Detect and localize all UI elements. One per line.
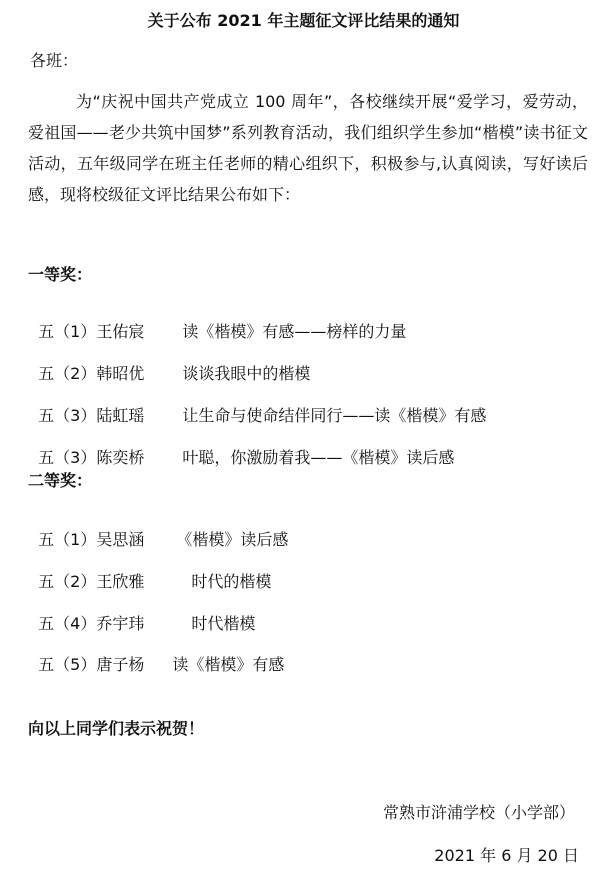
award-student: 乔宇玮 <box>96 614 145 633</box>
second-prize-heading: 二等奖： <box>28 471 93 490</box>
issuer-school: 常熟市浒浦学校（小学部） <box>382 803 575 822</box>
award-entry <box>28 592 255 634</box>
award-class: 五（1） <box>38 322 97 341</box>
award-work-title: 时代楷模 <box>191 614 256 633</box>
award-work-title: 让生命与使命结伴同行——读《楷模》有感 <box>182 406 487 425</box>
intro-paragraph: 为“庆祝中国共产党成立 100 周年”，各校继续开展“爱学习，爱劳动，爱祖国——老少共筑中国梦”系列教育活动，我们组织学生参加“楷模”读书征文活动，五年级同学在班主任老师的精心组织下，积极参与,认真阅读，写好读后感，现将校级征文评比结果公布如下： <box>28 92 588 204</box>
award-work-title: 《楷模》读后感 <box>176 530 289 549</box>
award-work-title: 谈谈我眼中的楷模 <box>182 364 311 383</box>
award-student: 韩昭优 <box>96 364 145 383</box>
award-student: 陈奕桥 <box>96 448 145 467</box>
award-student: 陆虹瑶 <box>96 406 145 425</box>
greeting: 各班： <box>30 51 79 70</box>
issue-date: 2021 年 6 月 20 日 <box>434 846 579 865</box>
award-student: 王欣雅 <box>96 572 145 591</box>
award-entry <box>28 633 284 675</box>
award-class: 五（2） <box>38 364 97 383</box>
award-entry <box>28 342 310 384</box>
award-class: 五（3） <box>38 448 97 467</box>
award-student: 王佑宸 <box>96 322 145 341</box>
award-work-title: 读《楷模》有感——榜样的力量 <box>182 322 407 341</box>
award-entry <box>28 426 454 468</box>
award-entry <box>28 384 486 426</box>
award-entry <box>28 508 288 550</box>
award-student: 唐子杨 <box>96 655 145 674</box>
award-entry <box>28 550 271 592</box>
award-class: 五（1） <box>38 530 97 549</box>
closing-congratulations: 向以上同学们表示祝贺！ <box>28 719 205 738</box>
award-class: 五（3） <box>38 406 97 425</box>
award-entry <box>28 300 406 342</box>
award-work-title: 时代的楷模 <box>191 572 272 591</box>
document-title: 关于公布 2021 年主题征文评比结果的通知 <box>147 11 460 30</box>
first-prize-heading: 一等奖： <box>28 265 93 284</box>
award-class: 五（5） <box>38 655 97 674</box>
award-class: 五（2） <box>38 572 97 591</box>
award-work-title: 叶聪，你激励着我——《楷模》读后感 <box>182 448 455 467</box>
award-student: 吴思涵 <box>96 530 145 549</box>
award-class: 五（4） <box>38 614 97 633</box>
award-work-title: 读《楷模》有感 <box>172 655 285 674</box>
